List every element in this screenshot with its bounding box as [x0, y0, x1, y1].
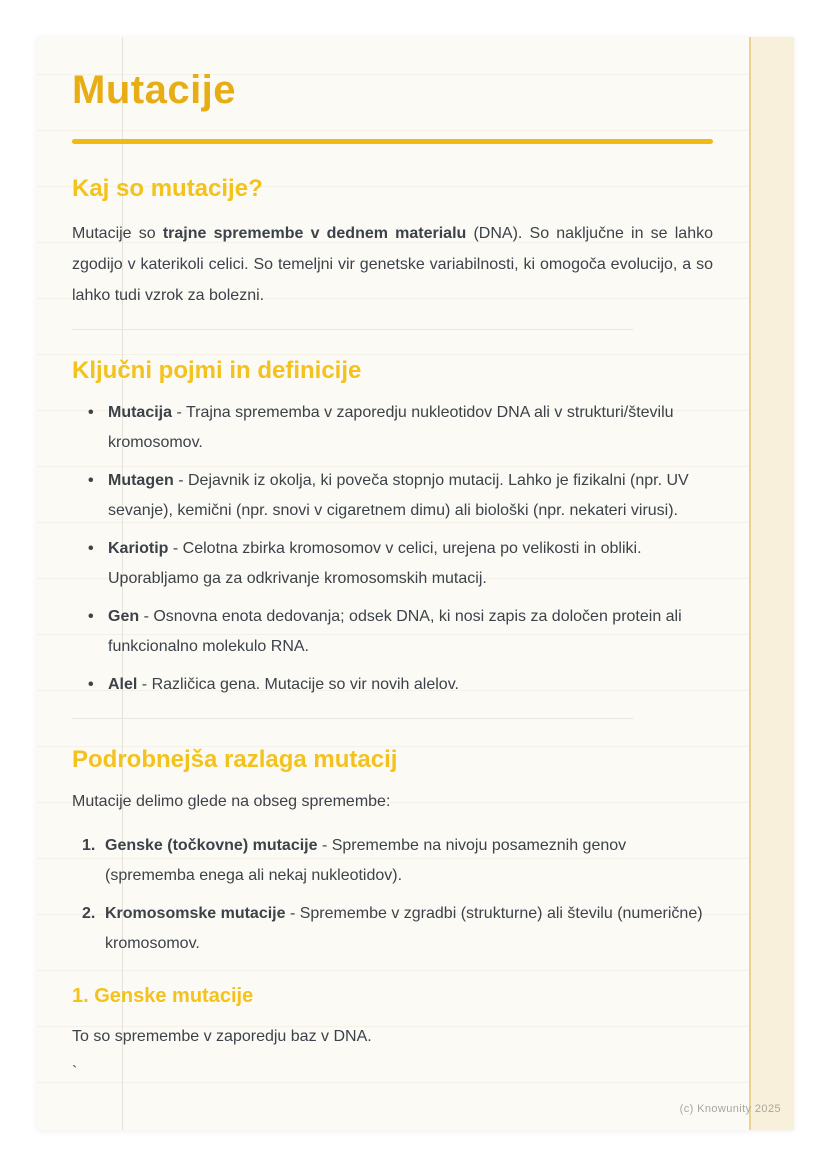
- section-divider: [72, 329, 633, 330]
- term-definition: - Spremembe v zgradbi (strukturne) ali številu (numerične) kromosomov.: [105, 905, 703, 952]
- mutation-types-list: [72, 831, 713, 959]
- term-label: Kromosomske mutacije: [105, 905, 286, 922]
- section-heading-what-are-mutations: Kaj so mutacije?: [72, 175, 263, 202]
- list-item: [72, 466, 713, 526]
- list-item: [72, 398, 713, 458]
- list-item: [72, 670, 713, 700]
- term-definition: - Celotna zbirka kromosomov v celici, urejena po velikosti in obliki. Uporabljamo ga za odkrivanje kromosomskih mutacij.: [108, 540, 642, 587]
- intro-text-prefix: Mutacije so: [72, 225, 163, 242]
- intro-paragraph: [72, 218, 713, 311]
- footer-credit: (c) Knowunity 2025: [679, 1103, 781, 1115]
- gene-mutations-paragraph: To so spremembe v zaporedju baz v DNA.: [72, 1028, 372, 1045]
- section-heading-key-terms: Ključni pojmi in definicije: [72, 357, 362, 384]
- document-content: [72, 37, 713, 1088]
- notebook-margin-line: [749, 37, 751, 1130]
- term-label: Gen: [108, 608, 140, 625]
- subsection-heading-gene-mutations: 1. Genske mutacije: [72, 985, 254, 1007]
- term-label: Mutacija: [108, 404, 173, 421]
- list-item: [72, 602, 713, 662]
- list-item: [72, 534, 713, 594]
- title-underline: [72, 139, 713, 144]
- list-item: [72, 899, 713, 959]
- intro-text-suffix: (DNA). So naključne in se lahko zgodijo v katerikoli celici. So temeljni vir genetske variabilnosti, ki omogoča evolucijo, a so lahko tudi vzrok za bolezni.: [72, 225, 713, 304]
- term-label: Mutagen: [108, 472, 174, 489]
- page-title: Mutacije: [72, 68, 237, 112]
- term-label: Kariotip: [108, 540, 169, 557]
- detail-intro-paragraph: Mutacije delimo glede na obseg spremembe:: [72, 793, 391, 810]
- key-terms-list: [72, 398, 713, 700]
- intro-text-bold: trajne spremembe v dednem materialu: [162, 225, 467, 242]
- stray-backtick-character: `: [72, 1064, 78, 1081]
- note-page: [37, 37, 794, 1130]
- term-definition: - Spremembe na nivoju posameznih genov (sprememba enega ali nekaj nukleotidov).: [105, 837, 627, 884]
- list-number: 2.: [82, 905, 96, 922]
- notebook-margin-strip: [751, 37, 794, 1130]
- section-heading-detailed-explanation: Podrobnejša razlaga mutacij: [72, 746, 398, 773]
- term-label: Alel: [108, 676, 138, 693]
- list-item: [72, 831, 713, 891]
- list-number: 1.: [82, 837, 96, 854]
- term-definition: - Osnovna enota dedovanja; odsek DNA, ki nosi zapis za določen protein ali funkcionalno molekulo RNA.: [108, 608, 682, 655]
- term-label: Genske (točkovne) mutacije: [105, 837, 318, 854]
- term-definition: - Trajna sprememba v zaporedju nukleotidov DNA ali v strukturi/številu kromosomov.: [108, 404, 674, 451]
- term-definition: - Različica gena. Mutacije so vir novih alelov.: [137, 676, 459, 693]
- section-divider: [72, 718, 633, 719]
- term-definition: - Dejavnik iz okolja, ki poveča stopnjo mutacij. Lahko je fizikalni (npr. UV sevanje), kemični (npr. snovi v cigaretnem dimu) ali biološki (npr. nekateri virusi).: [108, 472, 689, 519]
